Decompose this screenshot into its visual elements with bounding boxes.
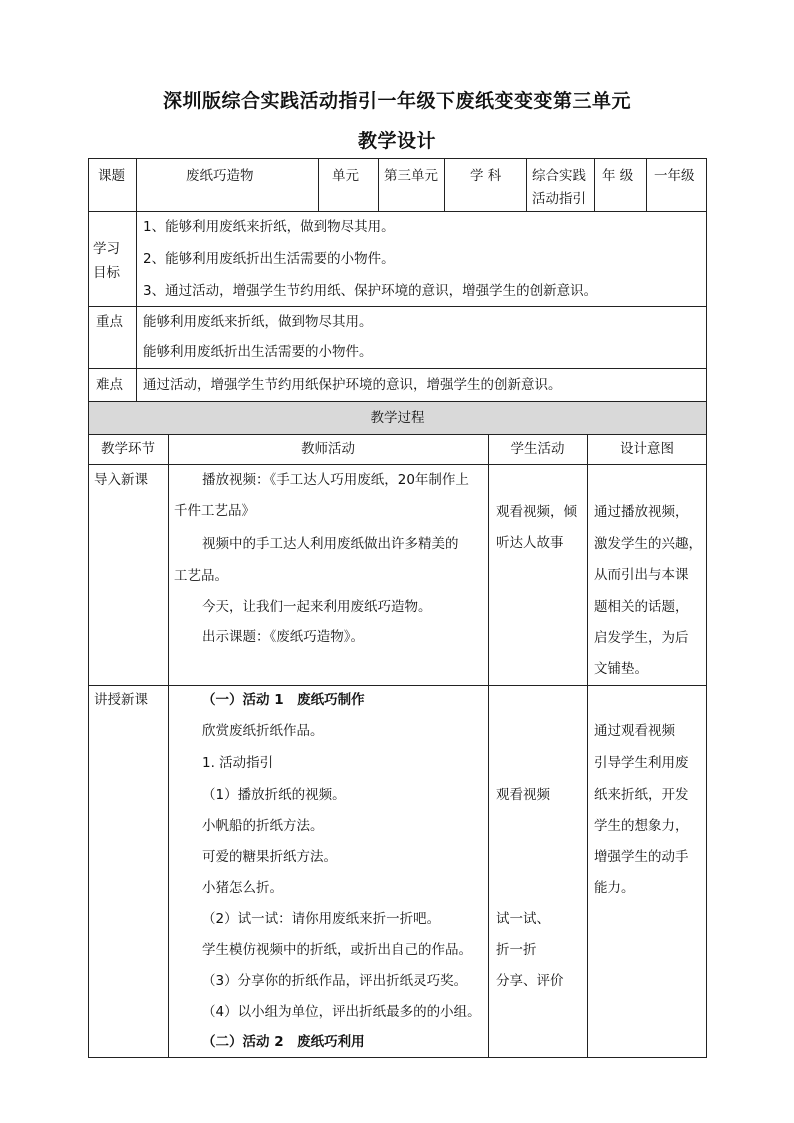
process-header: 教学过程 [370, 410, 425, 426]
col-divider [587, 434, 588, 1058]
column-header-intent: 设计意图 [620, 441, 674, 457]
student-line: 分享、评价 [496, 973, 564, 989]
unit-label: 单元 [332, 168, 359, 184]
objectives-label-line1: 学习 [93, 241, 120, 257]
stage-intro: 导入新课 [94, 472, 148, 488]
unit-value: 第三单元 [384, 168, 438, 184]
row-divider [88, 434, 707, 435]
teacher-line: 小猪怎么折。 [202, 880, 283, 896]
intent-line: 能力。 [594, 880, 635, 896]
intent-line: 从而引出与本课 [594, 567, 689, 583]
column-header-teacher: 教师活动 [301, 441, 355, 457]
topic-value: 废纸巧造物 [186, 168, 254, 184]
row-divider [88, 368, 707, 369]
objective-item: 2、能够利用废纸折出生活需要的小物件。 [143, 251, 395, 267]
teacher-line: 欣赏废纸折纸作品。 [202, 723, 324, 739]
teacher-line: 今天，让我们一起来利用废纸巧造物。 [202, 599, 432, 615]
difficult-points-text: 通过活动，增强学生节约用纸保护环境的意识，增强学生的创新意识。 [143, 377, 562, 393]
grade-value: 一年级 [654, 168, 695, 184]
subject-value-line2: 活动指引 [532, 191, 586, 207]
objectives-label-line2: 目标 [93, 265, 120, 281]
col-divider [168, 434, 169, 1058]
teacher-line: 1. 活动指引 [202, 755, 274, 771]
col-divider [378, 158, 379, 211]
subject-label: 学 科 [470, 168, 502, 184]
intent-line: 学生的想象力， [594, 818, 689, 834]
student-line: 折一折 [496, 942, 537, 958]
student-line: 观看视频，倾 [496, 504, 577, 520]
intent-line: 题相关的话题， [594, 599, 689, 615]
activity-heading: （二）活动 2 废纸巧利用 [202, 1034, 365, 1050]
row-divider [88, 464, 707, 465]
col-divider [526, 158, 527, 211]
column-header-student: 学生活动 [510, 441, 565, 457]
row-divider [88, 211, 707, 212]
teacher-line: （4）以小组为单位，评出折纸最多的的小组。 [202, 1004, 481, 1020]
document-title: 深圳版综合实践活动指引一年级下废纸变变变第三单元 [162, 90, 631, 112]
row-divider [88, 306, 707, 307]
intent-line: 纸来折纸，开发 [594, 787, 689, 803]
intent-line: 增强学生的动手 [594, 849, 689, 865]
intent-line: 文铺垫。 [594, 661, 648, 677]
difficult-points-label: 难点 [96, 377, 123, 393]
col-divider [444, 158, 445, 211]
teacher-line: 千件工艺品》 [174, 503, 255, 519]
intent-line: 通过播放视频， [594, 504, 689, 520]
intent-line: 启发学生，为后 [594, 630, 689, 646]
objective-item: 1、能够利用废纸来折纸，做到物尽其用。 [143, 219, 395, 235]
topic-label: 课题 [98, 168, 125, 184]
student-line: 听达人故事 [496, 535, 564, 551]
teacher-line: 小帆船的折纸方法。 [202, 818, 324, 834]
teacher-line: 视频中的手工达人利用废纸做出许多精美的 [202, 536, 459, 552]
teacher-line: 播放视频：《手工达人巧用废纸，20年制作上 [202, 472, 469, 488]
teacher-line: （1）播放折纸的视频。 [202, 787, 346, 803]
key-point-item: 能够利用废纸来折纸，做到物尽其用。 [143, 314, 373, 330]
col-divider [646, 158, 647, 211]
activity-heading: （一）活动 1 废纸巧制作 [202, 692, 365, 708]
column-header-stage: 教学环节 [101, 441, 155, 457]
intent-line: 通过观看视频 [594, 723, 675, 739]
stage-lecture: 讲授新课 [94, 692, 148, 708]
subject-value-line1: 综合实践 [532, 168, 586, 184]
row-divider [88, 685, 707, 686]
student-line: 观看视频 [496, 787, 550, 803]
teacher-line: 出示课题：《废纸巧造物》。 [202, 629, 364, 645]
col-divider [136, 158, 137, 401]
key-point-item: 能够利用废纸折出生活需要的小物件。 [143, 344, 373, 360]
teacher-line: 可爱的糖果折纸方法。 [202, 849, 337, 865]
col-divider [318, 158, 319, 211]
teacher-line: 学生模仿视频中的折纸，或折出自己的作品。 [202, 942, 472, 958]
objective-item: 3、通过活动，增强学生节约用纸、保护环境的意识，增强学生的创新意识。 [143, 283, 598, 299]
document-subtitle: 教学设计 [357, 130, 436, 152]
intent-line: 引导学生利用废 [594, 755, 689, 771]
teacher-line: （3）分享你的折纸作品，评出折纸灵巧奖。 [202, 973, 468, 989]
student-line: 试一试、 [496, 911, 550, 927]
teacher-line: （2）试一试：请你用废纸来折一折吧。 [202, 911, 441, 927]
grade-label: 年 级 [602, 168, 634, 184]
row-divider [88, 401, 707, 402]
intent-line: 激发学生的兴趣， [594, 536, 702, 552]
col-divider [488, 434, 489, 1058]
teacher-line: 工艺品。 [174, 568, 228, 584]
key-points-label: 重点 [96, 314, 123, 330]
col-divider [594, 158, 595, 211]
